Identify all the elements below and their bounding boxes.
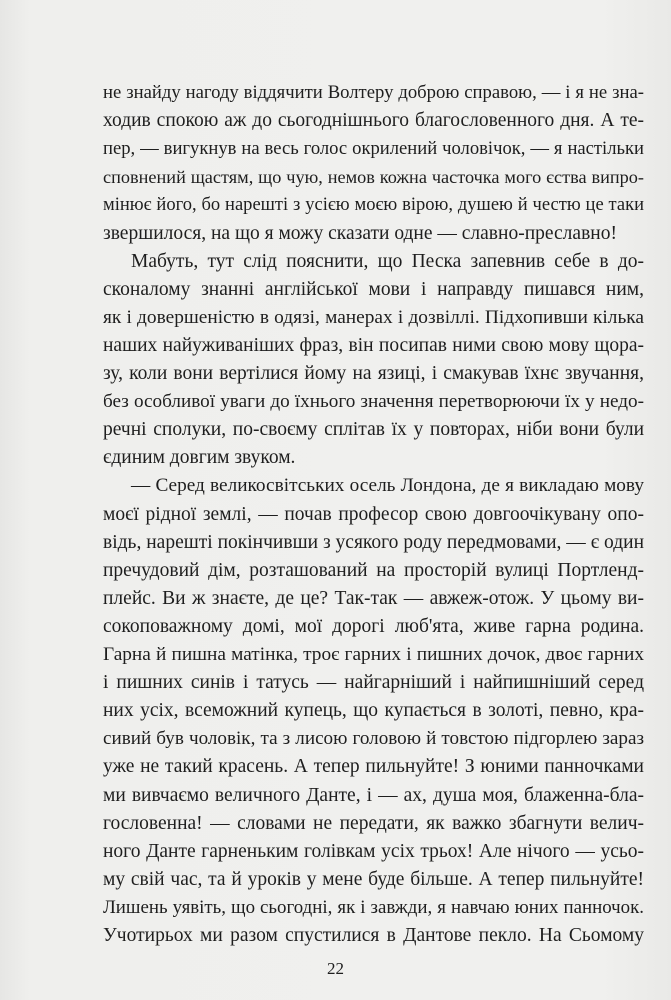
text-line: уже не такий красень. А тепер пильнуйте! З юними панночками	[103, 756, 644, 778]
text-line: моєї рідної землі, — почав професор свою довгоочікувану опо-	[103, 503, 644, 525]
text-line: відь, нарешті покінчивши з усякого роду передмовами, — є один	[103, 531, 644, 553]
text-line: наших найуживаніших фраз, він посипав ними свою мову щора-	[103, 334, 644, 356]
text-line: ного Данте гарненьким голівкам усіх трьох! Але нічого — усьо-	[103, 840, 644, 862]
text-line: без особливої уваги до їхнього значення перетворюючи їх у недо-	[103, 391, 644, 413]
page-number: 22	[327, 959, 344, 978]
text-line: єдиним довгим звуком.	[103, 447, 296, 469]
text-line: му свій час, та й уроків у мене буде більше. А тепер пильнуйте!	[103, 868, 644, 890]
text-line: сконалому знанні англійської мови і направду пишався ним,	[103, 278, 644, 300]
text-line: як і довершеністю в одязі, манерах і дозвіллі. Підхопивши кілька	[103, 306, 644, 328]
text-line: сивий був чоловік, та з лисою головою й товстою підгорлею зараз	[103, 728, 644, 750]
text-line: сповнений щастям, що чую, немов кожна часточка мого єства випро-	[103, 167, 644, 188]
text-line: плейс. Ви ж знаєте, де це? Так-так — авжеж-отож. У цьому ви-	[103, 587, 644, 609]
text-line: пер, — вигукнув на весь голос окрилений чоловічок, — я настільки	[103, 138, 644, 160]
text-line: зу, коли вони вертілися йому на язиці, і смакував їхнє звучання,	[103, 363, 644, 384]
text-line: не знайду нагоду віддячити Волтеру доброю справою, — і я не зна-	[103, 82, 644, 103]
text-line: мінює його, бо нарешті з усією моєю вірою, душею й честю це таки	[103, 194, 644, 216]
text-line: звершилося, на що я можу сказати одне — славно-преславно!	[103, 222, 617, 244]
text-line: ми вивчаємо величного Данте, і — ах, душа моя, блаженна-бла-	[103, 784, 644, 806]
text-line: пречудовий дім, розташований на просторій вулиці Портленд-	[103, 559, 644, 581]
text-line: них усіх, всеможний купець, що купається в золоті, певно, кра-	[103, 700, 644, 722]
text-line: Гарна й пишна матінка, троє гарних і пишних дочок, двоє гарних	[103, 644, 644, 665]
text-line: ходив спокою аж до сьогоднішнього благословенного дня. А те-	[103, 110, 644, 132]
text-line: і пишних синів і татусь — найгарніший і найпишніший серед	[103, 672, 644, 694]
text-line: Учотирьох ми разом спустилися в Дантове пекло. На Сьомому	[103, 925, 644, 946]
text-line: — Серед великосвітських осель Лондона, де я викладаю мову	[131, 475, 644, 497]
text-line: сокоповажному домі, мої дорогі люб'ята, живе гарна родина.	[103, 615, 644, 637]
text-line: Лишень уявіть, що сьогодні, як і завжди, я навчаю юних панночок.	[103, 896, 644, 918]
text-line: Мабуть, тут слід пояснити, що Песка запевнив себе в до-	[131, 250, 644, 272]
text-line: речні сполуки, по-своєму сплітав їх у повторах, ніби вони були	[103, 419, 644, 441]
text-line: гословенна! — словами не передати, як важко збагнути велич-	[103, 812, 644, 834]
